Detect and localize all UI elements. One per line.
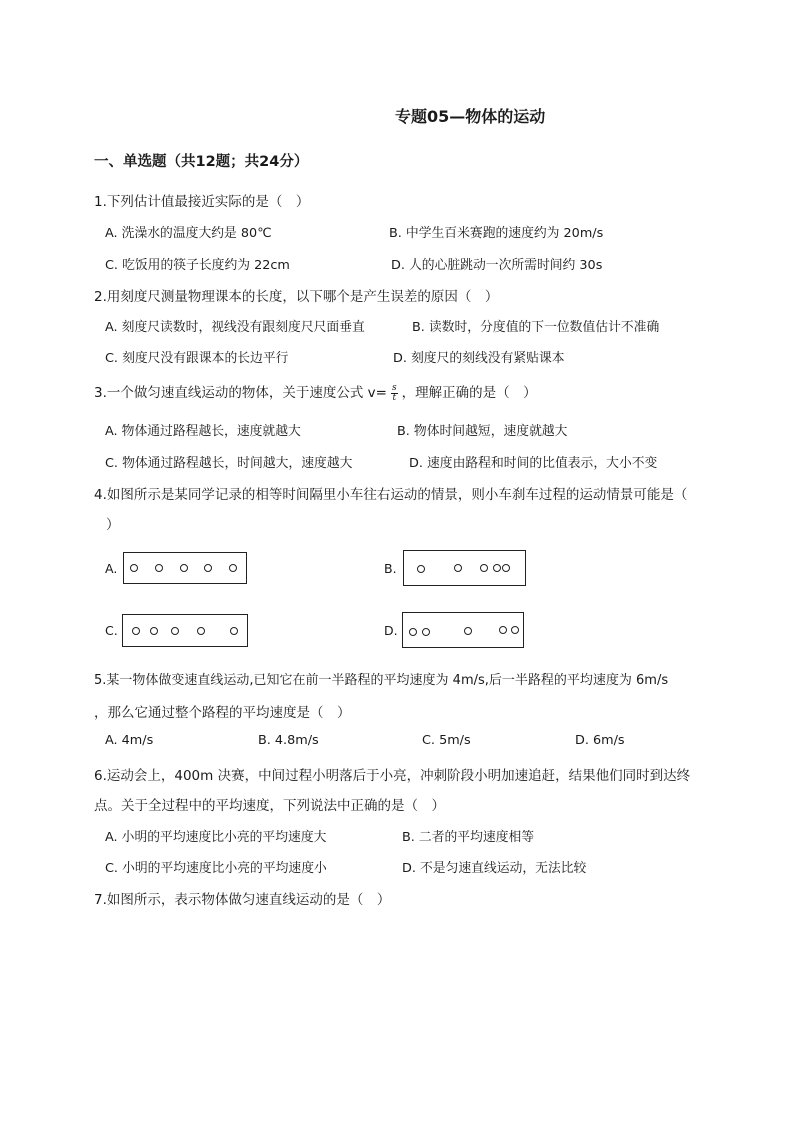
section-heading: 一、单选题（共12题；共24分） (94, 154, 309, 170)
page-title: 专题05—物体的运动 (395, 107, 546, 126)
car-position-dot (180, 564, 188, 572)
car-position-dot (150, 627, 158, 635)
question-4-option-d-label[interactable]: D. (384, 623, 398, 638)
fraction-numerator: s (391, 382, 397, 393)
question-1-stem: 1.下列估计值最接近实际的是（ ） (94, 194, 310, 210)
question-3-option-b[interactable]: B. 物体时间越短，速度就越大 (397, 424, 568, 439)
question-5-option-b[interactable]: B. 4.8m/s (258, 733, 319, 748)
car-position-dot (493, 564, 501, 572)
question-3-stem-prefix: 3.一个做匀速直线运动的物体，关于速度公式 v= (94, 385, 387, 401)
question-5-stem-line2: ，那么它通过整个路程的平均速度是（ ） (94, 705, 351, 721)
car-position-dot (502, 564, 510, 572)
question-3-option-a[interactable]: A. 物体通过路程越长，速度就越大 (105, 424, 301, 439)
car-position-dot (171, 627, 179, 635)
question-4-option-c-label[interactable]: C. (105, 623, 118, 638)
car-position-dot (464, 627, 472, 635)
question-1-option-c[interactable]: C. 吃饭用的筷子长度约为 22cm (105, 258, 290, 273)
question-3-stem-suffix: ，理解正确的是（ ） (401, 385, 537, 401)
question-4-option-c-diagram[interactable] (122, 614, 248, 647)
question-1-option-d[interactable]: D. 人的心脏跳动一次所需时间约 30s (391, 258, 603, 273)
question-2-stem: 2.用刻度尺测量物理课本的长度，以下哪个是产生误差的原因（ ） (94, 289, 499, 305)
question-1-option-b[interactable]: B. 中学生百米赛跑的速度约为 20m/s (389, 226, 604, 241)
question-4-option-b-diagram[interactable] (403, 550, 526, 586)
car-position-dot (229, 564, 237, 572)
question-6-stem-line2: 点。关于全过程中的平均速度，下列说法中正确的是（ ） (94, 798, 445, 814)
question-4-option-b-label[interactable]: B. (384, 561, 397, 576)
question-3-option-c[interactable]: C. 物体通过路程越长，时间越大，速度越大 (105, 456, 353, 471)
question-5-option-a[interactable]: A. 4m/s (105, 733, 154, 748)
question-6-option-a[interactable]: A. 小明的平均速度比小亮的平均速度大 (105, 830, 327, 845)
car-position-dot (454, 564, 462, 572)
car-position-dot (155, 564, 163, 572)
question-4-stem-line1: 4.如图所示是某同学记录的相等时间隔里小车往右运动的情景，则小车刹车过程的运动情景可能是（ (94, 487, 688, 503)
car-position-dot (511, 626, 519, 634)
car-position-dot (197, 627, 205, 635)
question-2-option-b[interactable]: B. 读数时，分度值的下一位数值估计不准确 (412, 320, 660, 335)
question-2-option-a[interactable]: A. 刻度尺读数时，视线没有跟刻度尺尺面垂直 (105, 320, 365, 335)
car-position-dot (130, 564, 138, 572)
question-7-stem: 7.如图所示，表示物体做匀速直线运动的是（ ） (94, 892, 391, 908)
question-5-stem-line1: 5.某一物体做变速直线运动,已知它在前一半路程的平均速度为 4m/s,后一半路程的平均速度为 6m/s (94, 673, 669, 688)
car-position-dot (417, 565, 425, 573)
question-4-option-d-diagram[interactable] (402, 612, 524, 648)
fraction-denominator: t (392, 392, 397, 403)
question-5-option-c[interactable]: C. 5m/s (422, 733, 471, 748)
car-position-dot (230, 627, 238, 635)
question-6-option-d[interactable]: D. 不是匀速直线运动，无法比较 (402, 861, 587, 876)
question-4-option-a-label[interactable]: A. (105, 561, 118, 576)
question-2-option-d[interactable]: D. 刻度尺的刻线没有紧贴课本 (393, 351, 565, 366)
speed-formula-fraction (391, 384, 398, 403)
question-4-stem-line2: ） (106, 517, 120, 533)
car-position-dot (132, 627, 140, 635)
car-position-dot (422, 628, 430, 636)
car-position-dot (499, 626, 507, 634)
question-6-option-c[interactable]: C. 小明的平均速度比小亮的平均速度小 (105, 861, 327, 876)
question-5-option-d[interactable]: D. 6m/s (575, 733, 625, 748)
car-position-dot (409, 628, 417, 636)
question-3-stem (94, 381, 537, 403)
car-position-dot (480, 564, 488, 572)
question-6-stem-line1: 6.运动会上，400m 决赛，中间过程小明落后于小亮，冲刺阶段小明加速追赶，结果他们同时到达终 (94, 768, 691, 784)
question-2-option-c[interactable]: C. 刻度尺没有跟课本的长边平行 (105, 351, 289, 366)
question-3-option-d[interactable]: D. 速度由路程和时间的比值表示，大小不变 (409, 456, 658, 471)
question-4-option-a-diagram[interactable] (123, 552, 247, 584)
car-position-dot (204, 564, 212, 572)
question-1-option-a[interactable]: A. 洗澡水的温度大约是 80℃ (105, 226, 272, 241)
question-6-option-b[interactable]: B. 二者的平均速度相等 (402, 830, 535, 845)
